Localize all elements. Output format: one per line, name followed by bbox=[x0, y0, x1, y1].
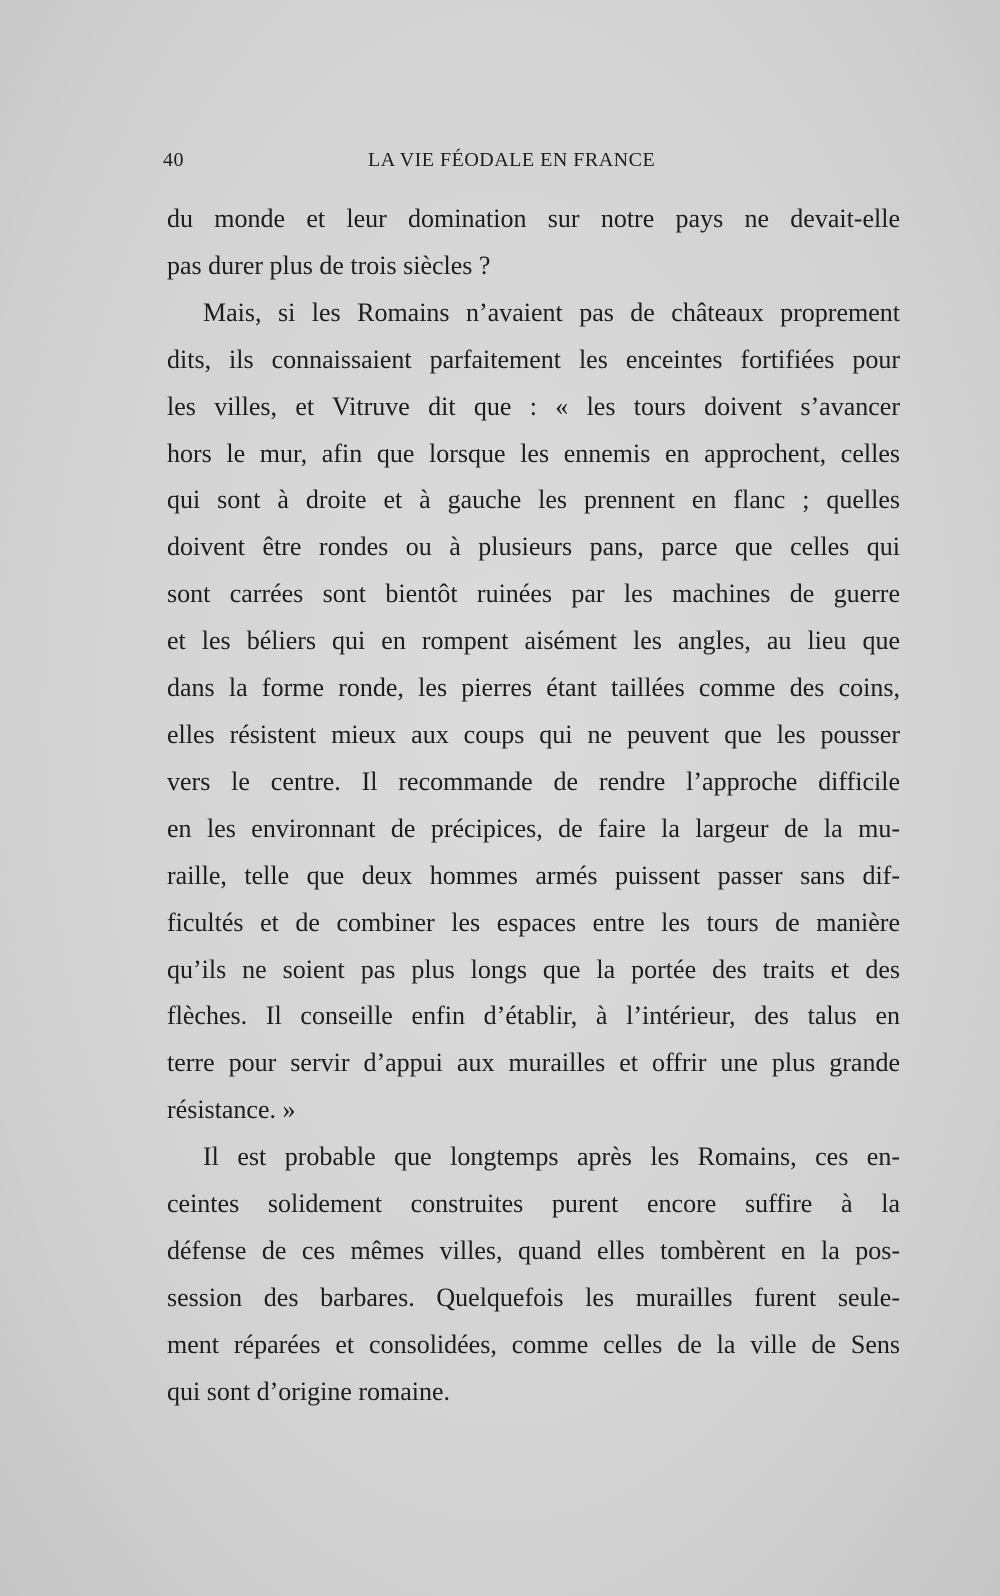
text-line: dits, ils connaissaient parfaitement les enceintes fortifiées pour bbox=[167, 344, 900, 374]
text-line: elles résistent mieux aux coups qui ne peuvent que les pousser bbox=[167, 719, 900, 749]
text-line: ment réparées et consolidées, comme celles de la ville de Sens bbox=[167, 1329, 900, 1359]
text-line: pas durer plus de trois siècles ? bbox=[167, 250, 491, 280]
page-header bbox=[163, 143, 683, 177]
text-line: qui sont à droite et à gauche les prennent en flanc ; quelles bbox=[167, 485, 900, 515]
paragraph-2 bbox=[167, 290, 900, 1134]
text-line: ficultés et de combiner les espaces entre les tours de manière bbox=[167, 907, 900, 937]
text-line: session des barbares. Quelquefois les murailles furent seule- bbox=[167, 1282, 900, 1312]
text-line: les villes, et Vitruve dit que : « les tours doivent s’avancer bbox=[167, 391, 900, 421]
body-text bbox=[167, 196, 900, 1416]
text-line: Mais, si les Romains n’avaient pas de châteaux proprement bbox=[203, 297, 900, 327]
paragraph-3 bbox=[167, 1134, 900, 1415]
text-line: en les environnant de précipices, de faire la largeur de la mu- bbox=[167, 813, 900, 843]
text-line: dans la forme ronde, les pierres étant taillées comme des coins, bbox=[167, 673, 900, 703]
text-line: Il est probable que longtemps après les Romains, ces en- bbox=[203, 1142, 900, 1172]
text-line: hors le mur, afin que lorsque les ennemis en approchent, celles bbox=[167, 438, 900, 468]
text-line: du monde et leur domination sur notre pays ne devait-elle bbox=[167, 204, 900, 233]
text-line: qu’ils ne soient pas plus longs que la portée des traits et des bbox=[167, 954, 900, 984]
text-line: sont carrées sont bientôt ruinées par les machines de guerre bbox=[167, 579, 900, 609]
text-line: vers le centre. Il recommande de rendre l’approche difficile bbox=[167, 766, 900, 796]
page-number: 40 bbox=[163, 149, 184, 171]
text-line: flèches. Il conseille enfin d’établir, à l’intérieur, des talus en bbox=[167, 1001, 900, 1031]
text-line: qui sont d’origine romaine. bbox=[167, 1376, 451, 1406]
text-line: raille, telle que deux hommes armés puissent passer sans dif- bbox=[167, 860, 900, 890]
text-line: et les béliers qui en rompent aisément les angles, au lieu que bbox=[167, 626, 900, 656]
text-line: terre pour servir d’appui aux murailles et offrir une plus grande bbox=[167, 1048, 900, 1078]
text-line: défense de ces mêmes villes, quand elles tombèrent en la pos- bbox=[167, 1235, 900, 1265]
text-line: résistance. » bbox=[167, 1095, 296, 1125]
text-line: ceintes solidement construites purent encore suffire à la bbox=[167, 1189, 900, 1219]
paragraph-1 bbox=[167, 196, 900, 290]
running-title: LA VIE FÉODALE EN FRANCE bbox=[368, 149, 656, 171]
text-line: doivent être rondes ou à plusieurs pans, parce que celles qui bbox=[167, 532, 900, 562]
